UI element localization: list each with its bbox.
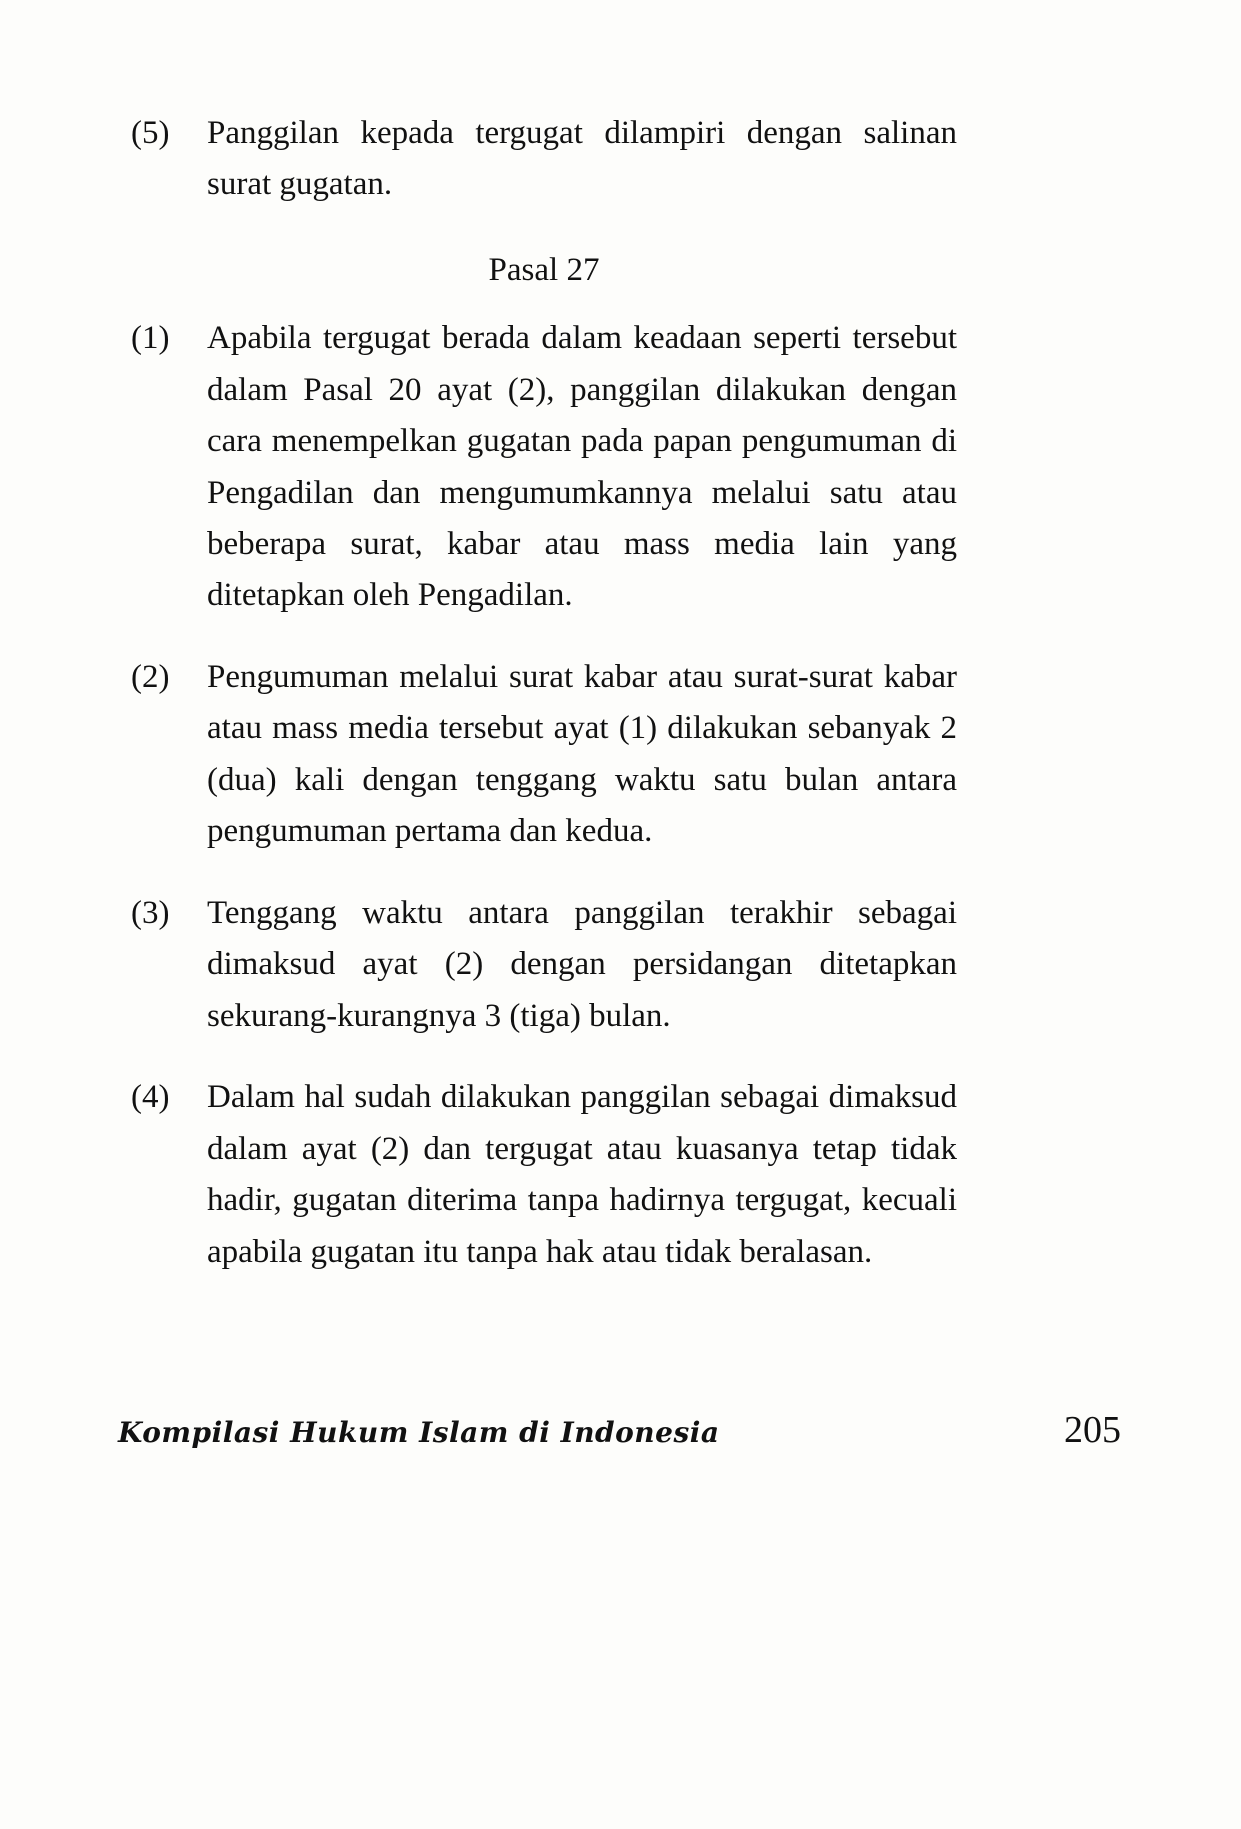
page-footer <box>118 1408 1121 1452</box>
clause-text: Apabila tergugat berada dalam keadaan seperti tersebut dalam Pasal 20 ayat (2), panggilan dilakukan dengan cara menempelkan gugatan pada papan pengumuman di Pengadilan dan mengumumkannya melalui satu atau beberapa surat, kabar atau mass media lain yang ditetapkan oleh Pengadilan. <box>207 320 957 614</box>
clause-text: Dalam hal sudah dilakukan panggilan sebagai dimaksud dalam ayat (2) dan tergugat atau kuasanya tetap tidak hadir, gugatan diterima tanpa hadirnya tergugat, kecuali apabila gugatan itu tanpa hak atau tidak beralasan. <box>207 1079 957 1270</box>
clause-number: (5) <box>131 115 170 151</box>
footer-book-title: Kompilasi Hukum Islam di Indonesia <box>118 1416 720 1449</box>
clause-2 <box>131 652 957 858</box>
clause-3 <box>131 888 957 1042</box>
clause-1 <box>131 313 957 622</box>
clause-number: (2) <box>131 658 170 695</box>
clause-5 <box>131 108 957 211</box>
page-body-text <box>131 108 957 1308</box>
clause-text: Tenggang waktu antara panggilan terakhir sebagai dimaksud ayat (2) dengan persidangan ditetapkan sekurang-kurangnya 3 (tiga) bulan. <box>207 894 957 1034</box>
clause-number: (1) <box>131 320 170 357</box>
clause-4 <box>131 1072 957 1278</box>
footer-page-number: 205 <box>1064 1409 1121 1451</box>
clause-number: (3) <box>131 894 170 931</box>
clause-text: Panggilan kepada tergugat dilampiri dengan salinan surat gugatan. <box>207 115 957 203</box>
section-heading-pasal-27: Pasal 27 <box>488 251 600 288</box>
clause-number: (4) <box>131 1079 170 1116</box>
clause-text: Pengumuman melalui surat kabar atau surat-surat kabar atau mass media tersebut ayat (1) dilakukan sebanyak 2 (dua) kali dengan tenggang waktu satu bulan antara pengumuman pertama dan kedua. <box>207 658 957 850</box>
